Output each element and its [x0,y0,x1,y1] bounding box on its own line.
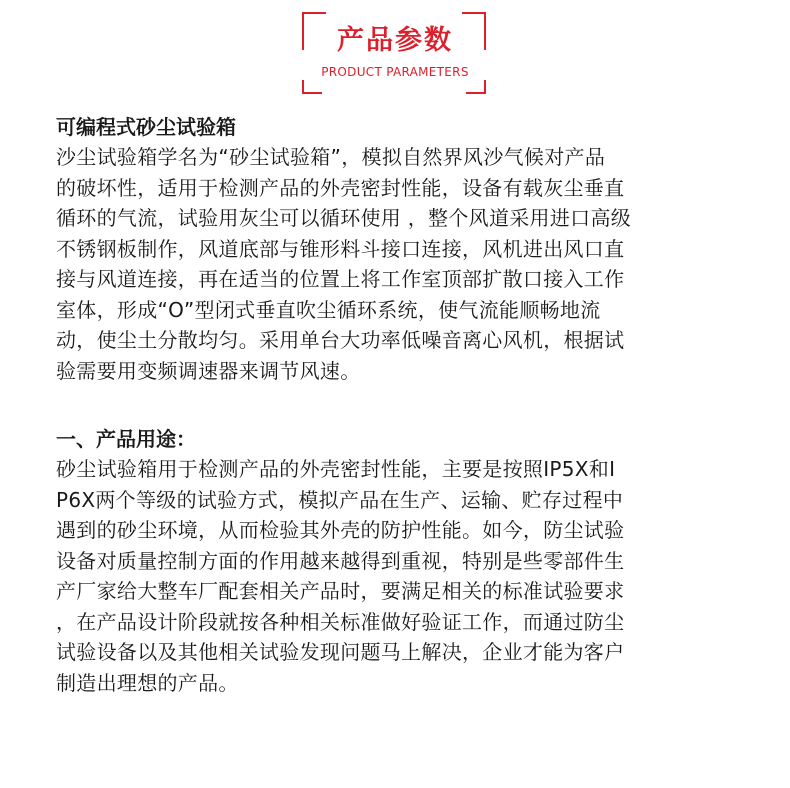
product-name-heading: 可编程式砂尘试验箱 [56,115,236,139]
header-frame-gap-bottom [322,91,466,95]
usage-description: 砂尘试验箱用于检测产品的外壳密封性能，主要是按照IP5X和I P6X两个等级的试验方式，模拟产品在生产、运输、贮存过程中 遇到的砂尘环境，从而检验其外壳的防护性能。如今，防尘试验 设备对质量控制方面的作用越来越得到重视，特别是些零部件生 产厂家给大整车厂配套相关产品时，要满足相关的标准试验要求 ，在产品设计阶段就按各种相关标准做好验证工作，而通过防尘 试验设备以及其他相关试验发现问题马上解决，企业才能为客户 制造出理想的产品。 [56,457,625,695]
header-subtitle: PRODUCT PARAMETERS [321,65,469,79]
usage-heading: 一、产品用途： [56,427,196,451]
product-description: 沙尘试验箱学名为“砂尘试验箱”，模拟自然界风沙气候对产品 的破坏性，适用于检测产品的外壳密封性能，设备有载灰尘垂直 循环的气流，试验用灰尘可以循环使用 ，整个风道采用进口高级 不锈钢板制作，风道底部与锥形料斗接口连接，风机进出风口直 接与风道连接，再在适当的位置上将工作室顶部扩散口接入工作 室体，形成“O”型闭式垂直吹尘循环系统，使气流能顺畅地流 动，使尘土分散均匀。采用单台大功率低噪音离心风机，根据试 验需要用变频调速器来调节风速。 [56,145,632,383]
header-frame-gap-top [326,11,462,15]
content [56,112,746,698]
header-title: 产品参数 [337,25,453,56]
section-spacer [56,386,746,424]
